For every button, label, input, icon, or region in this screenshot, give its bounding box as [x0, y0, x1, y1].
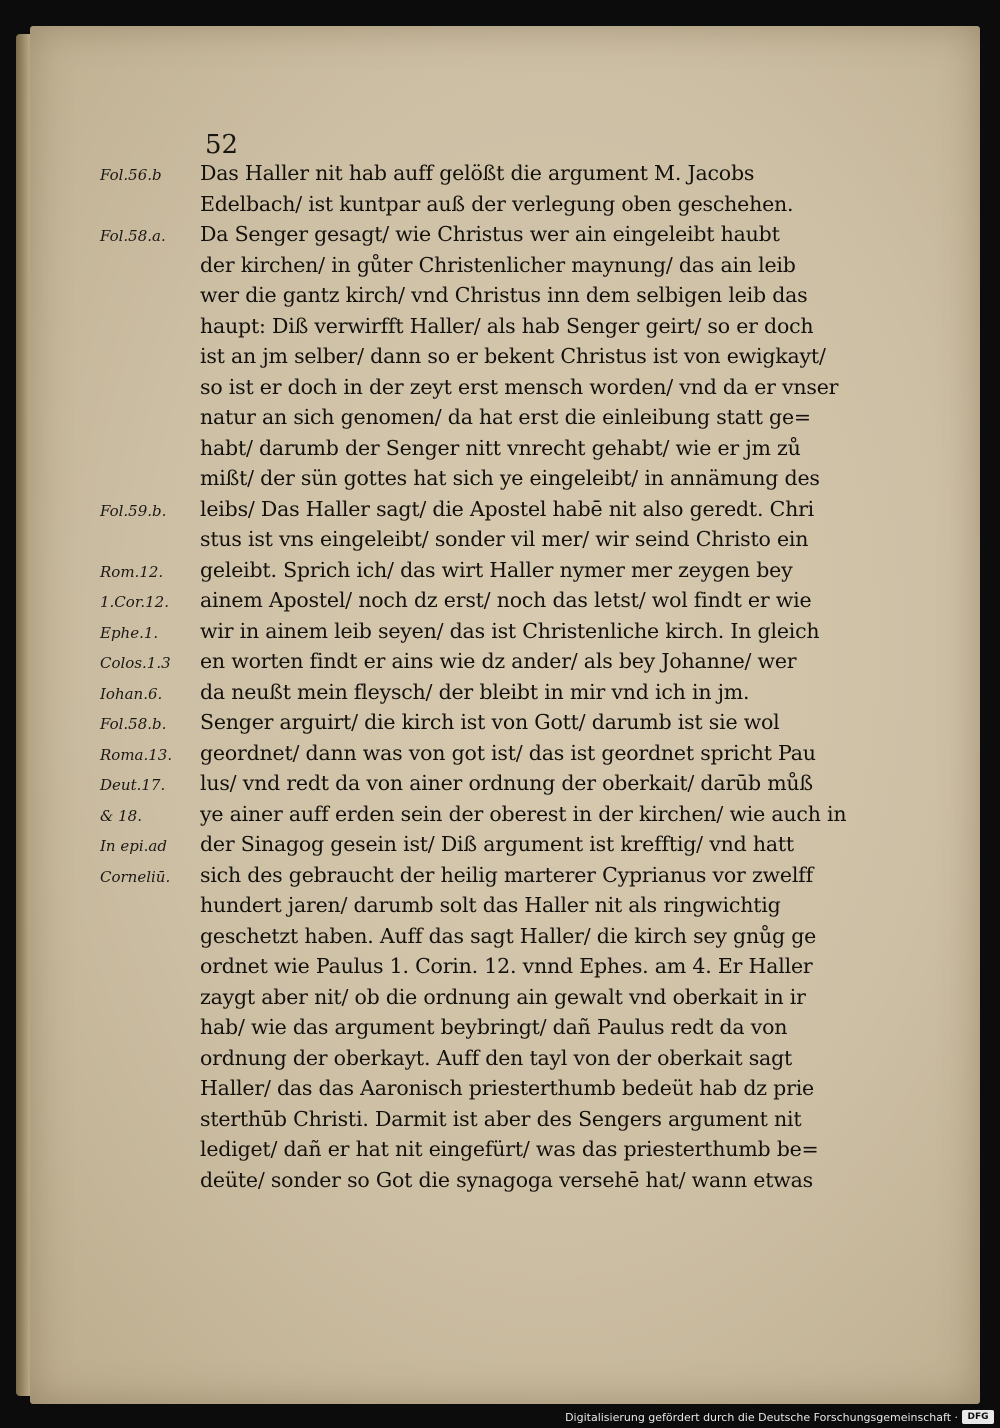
page-number: 52	[205, 130, 239, 160]
text-line: ordnung der oberkayt. Auff den tayl von der oberkait sagt	[200, 1045, 793, 1070]
dfg-logo: DFG	[962, 1410, 994, 1424]
text-line: wer die gantz kirch/ vnd Christus inn dem selbigen leib das	[200, 283, 808, 307]
text-line: ye ainer auff erden sein der oberest in der kirchen/ wie auch in	[200, 801, 847, 826]
text-line: Haller/ das das Aaronisch priesterthumb bedeüt hab dz prie	[200, 1076, 814, 1100]
text-line: sterthūb Christi. Darmit ist aber des Sengers argument nit	[200, 1106, 802, 1131]
text-line: wir in ainem leib seyen/ das ist Christenliche kirch. In gleich	[200, 618, 820, 643]
text-line: geleibt. Sprich ich/ das wirt Haller nymer mer zeygen bey	[200, 557, 793, 582]
digitization-credit: Digitalisierung gefördert durch die Deutsche Forschungsgemeinschaft ·	[565, 1411, 958, 1424]
margin-note: Ephe.1.	[100, 623, 159, 642]
text-line: Da Senger gesagt/ wie Christus wer ain eingeleibt haubt	[200, 222, 780, 246]
text-line: ordnet wie Paulus 1. Corin. 12. vnnd Ephes. am 4. Er Haller	[200, 954, 813, 978]
text-line: hundert jaren/ darumb solt das Haller nit als ringwichtig	[200, 893, 781, 917]
text-line: Senger arguirt/ die kirch ist von Gott/ darumb ist sie wol	[200, 710, 780, 734]
text-line: haupt: Diß verwirfft Haller/ als hab Senger geirt/ so er doch	[200, 313, 814, 338]
margin-note: Roma.13.	[100, 745, 173, 764]
text-line: mißt/ der sün gottes hat sich ye eingeleibt/ in annämung des	[200, 466, 820, 490]
text-line: Das Haller nit hab auff gelößt die argument M. Jacobs	[200, 161, 755, 185]
text-line: ainem Apostel/ noch dz erst/ noch das letst/ wol findt er wie	[200, 588, 812, 612]
text-line: stus ist vns eingeleibt/ sonder vil mer/ wir seind Christo ein	[200, 527, 809, 551]
text-line: deüte/ sonder so Got die synagoga versehē hat/ wann etwas	[200, 1167, 813, 1192]
text-line: geschetzt haben. Auff das sagt Haller/ die kirch sey gnůg ge	[200, 923, 817, 948]
margin-note: 1.Cor.12.	[100, 593, 169, 611]
text-line: Edelbach/ ist kuntpar auß der verlegung oben geschehen.	[200, 191, 794, 216]
margin-note: Fol.58.b.	[100, 715, 167, 733]
text-line: lediget/ dañ er hat nit eingefürt/ was das priesterthumb be=	[200, 1137, 819, 1161]
text-line: geordnet/ dann was von got ist/ das ist geordnet spricht Pau	[200, 740, 816, 765]
margin-note: In epi.ad	[100, 837, 167, 855]
text-line: natur an sich genomen/ da hat erst die einleibung statt ge=	[200, 405, 811, 429]
body-text	[200, 158, 900, 1195]
text-line: sich des gebraucht der heilig marterer Cyprianus vor zwelff	[200, 862, 813, 887]
text-line: en worten findt er ains wie dz ander/ als bey Johanne/ wer	[200, 649, 797, 673]
text-line: der Sinagog gesein ist/ Diß argument ist krefftig/ vnd hatt	[200, 832, 794, 856]
text-line: lus/ vnd redt da von ainer ordnung der oberkait/ darūb můß	[200, 771, 813, 795]
margin-note: Fol.58.a.	[100, 227, 166, 245]
margin-note: Fol.59.b.	[100, 501, 167, 520]
text-line: da neußt mein fleysch/ der bleibt in mir vnd ich in jm.	[200, 679, 750, 704]
text-line: so ist er doch in der zeyt erst mensch worden/ vnd da er vnser	[200, 374, 839, 399]
text-line: leibs/ Das Haller sagt/ die Apostel habē nit also geredt. Chri	[200, 496, 815, 521]
margin-note: & 18.	[100, 806, 142, 825]
text-line: hab/ wie das argument beybringt/ dañ Paulus redt da von	[200, 1015, 788, 1039]
margin-note: Colos.1.3	[100, 654, 171, 672]
margin-note: Deut.17.	[100, 776, 166, 794]
margin-note: Iohan.6.	[100, 684, 163, 703]
text-line: ist an jm selber/ dann so er bekent Christus ist von ewigkayt/	[200, 344, 826, 368]
margin-note: Rom.12.	[100, 562, 164, 581]
text-line: der kirchen/ in gůter Christenlicher maynung/ das ain leib	[200, 252, 796, 277]
text-line: habt/ darumb der Senger nitt vnrecht gehabt/ wie er jm zů	[200, 435, 801, 460]
margin-note: Fol.56.b	[100, 166, 162, 184]
text-line: zaygt aber nit/ ob die ordnung ain gewalt vnd oberkait in ir	[200, 984, 806, 1009]
margin-note: Corneliū.	[100, 867, 171, 886]
